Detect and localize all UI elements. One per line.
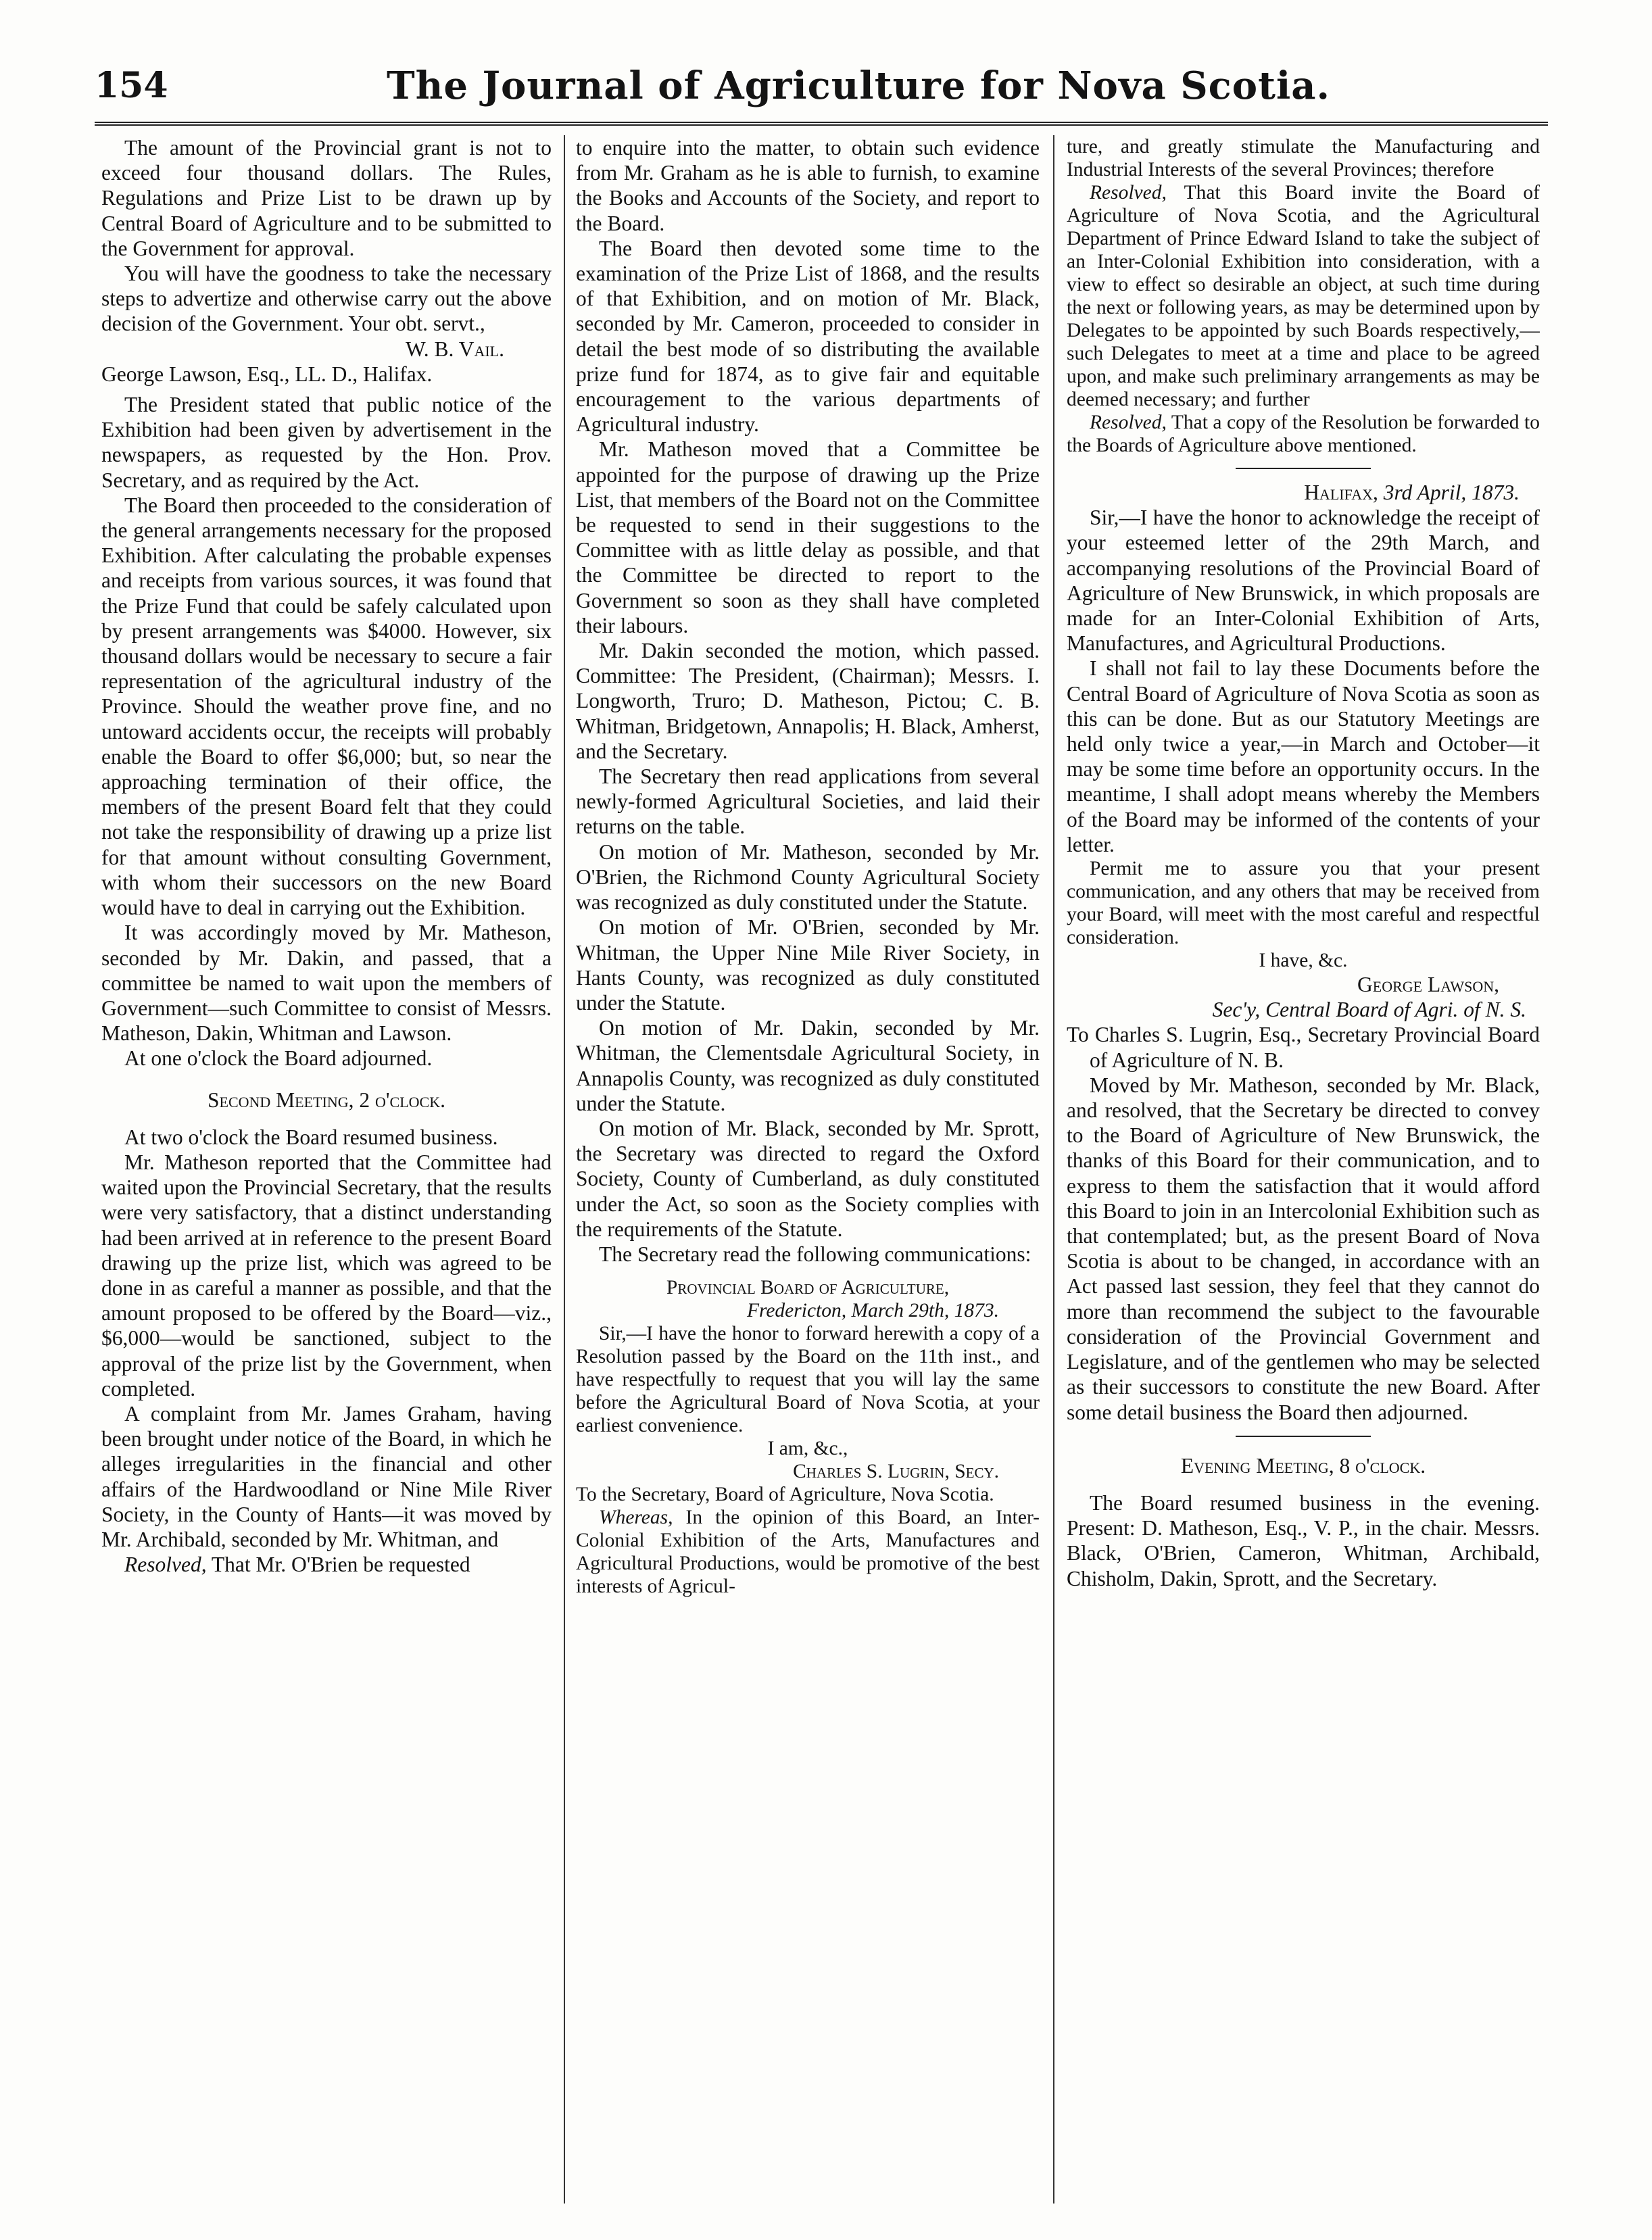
paragraph-text: That Mr. O'Brien be requested: [206, 1553, 470, 1577]
paragraph: [576, 1506, 1040, 1598]
paragraph: Mr. Matheson reported that the Committee had waited upon the Provincial Secretary, that the results were very satisfactory, that a distinct understanding had been arrived at in reference to the present Board drawing up the prize list, which was agreed to be done in as careful a manner as possible, and that the amount proposed to be offered by the Board—viz., $6,000—would be sanctioned, subject to the approval of the prize list by the Government, when completed.: [101, 1150, 552, 1401]
paragraph: It was accordingly moved by Mr. Matheson, seconded by Mr. Dakin, and passed, that a committee be named to wait upon the members of Government—such Committee to consist of Messrs. Matheson, Dakin, Whitman and Lawson.: [101, 921, 552, 1046]
letter-dateline: [1067, 480, 1540, 505]
letter-signature: Charles S. Lugrin, Secy.: [793, 1461, 999, 1483]
paragraph: The Board resumed business in the evening. Present: D. Matheson, Esq., V. P., in the chair. Messrs. Black, O'Brien, Cameron, Whitman, Archibald, Chisholm, Dakin, Sprott, and the Secretary.: [1067, 1490, 1540, 1590]
paragraph: The President stated that public notice of the Exhibition had been given by advertisement in the newspapers, as requested by the Hon. Prov. Secretary, and as required by the Act.: [101, 393, 552, 492]
letter-recipient: To the Secretary, Board of Agriculture, Nova Scotia.: [576, 1484, 994, 1506]
section-heading: Second Meeting, 2 o'clock.: [208, 1088, 445, 1112]
paragraph: ture, and greatly stimulate the Manufacturing and Industrial Interests of the several Provinces; therefore: [1067, 136, 1540, 180]
letter-postscript: [1067, 857, 1540, 972]
letter-body: Sir,—I have the honor to forward herewith a copy of a Resolution passed by the Board on the 11th inst., and have respectfully to request that you will lay the same before the Agricultural Board of Nova Scotia, at your earliest convenience.: [576, 1323, 1040, 1437]
whereas-label: Whereas,: [599, 1507, 673, 1529]
paragraph: At two o'clock the Board resumed business.: [124, 1125, 498, 1149]
paragraph: Mr. Matheson moved that a Committee be appointed for the purpose of drawing up the Prize List, that members of the Board not on the Committee be requested to send in their suggestions to the Committee with as little delay as possible, and that the Committee be directed to report to the Government so soon as they shall have completed their labours.: [576, 437, 1040, 637]
letter-closing: I am, &c.,: [767, 1438, 848, 1460]
paragraph: At one o'clock the Board adjourned.: [124, 1046, 433, 1071]
addressee: George Lawson, Esq., LL. D., Halifax.: [101, 362, 433, 386]
paragraph: On motion of Mr. Black, seconded by Mr. Sprott, the Secretary was directed to regard the Oxford Society, County of Cumberland, as duly constituted under the Act, so soon as the Society complies with the requirements of the Statute.: [576, 1116, 1040, 1241]
resolved-label: Resolved,: [1090, 412, 1167, 433]
letter-body: I shall not fail to lay these Documents before the Central Board of Agriculture of Nova Scotia as soon as this can be done. But as our Statutory Meetings are held only twice a year,—in March and October—it may be some time before an opportunity occurs. In the meantime, I shall adopt means whereby the Members of the Board may be informed of the contents of your letter.: [1067, 656, 1540, 856]
letter-body: Permit me to assure you that your present communication, and any others that may be received from your Board, will meet with the most careful and respectful consideration.: [1067, 858, 1540, 949]
paragraph: to enquire into the matter, to obtain such evidence from Mr. Graham as he is able to furnish, to examine the Books and Accounts of the Society, and report to the Board.: [576, 136, 1040, 235]
paragraph: [1067, 181, 1540, 411]
paragraph: The amount of the Provincial grant is not to exceed four thousand dollars. The Rules, Regulations and Prize List to be drawn up by Central Board of Agriculture and to be submitted to the Government for approval.: [101, 136, 552, 260]
paragraph-text: That a copy of the Resolution be forwarded to the Boards of Agriculture above mentioned.: [1067, 412, 1540, 456]
paragraph: The Secretary then read applications from several newly-formed Agricultural Societies, and laid their returns on the table.: [576, 764, 1040, 839]
signature-title: Sec'y, Central Board of Agri. of N. S.: [1212, 998, 1526, 1022]
column-divider: [1053, 135, 1054, 2204]
paragraph: [101, 1552, 552, 1577]
paragraph-text: In the opinion of this Board, an Inter-Colonial Exhibition of the Arts, Manufactures and Agricultural Productions, would be promotive of the best interests of Agricul-: [576, 1507, 1040, 1598]
column-2: [576, 135, 1040, 2204]
letter-recipient: To Charles S. Lugrin, Esq., Secretary Provincial Board of Agriculture of N. B.: [1067, 1023, 1540, 1072]
dateline-date: 3rd April, 1873.: [1378, 481, 1520, 504]
divider: [101, 387, 552, 392]
signature: W. B. Vail.: [405, 337, 504, 361]
page-header: [95, 65, 1548, 119]
section-rule: [1236, 1436, 1371, 1437]
column-3: [1067, 135, 1540, 2204]
column-1: [101, 135, 552, 2204]
paragraph: The Board then proceeded to the consideration of the general arrangements necessary for the proposed Exhibition. After calculating the probable expenses and receipts from various sources, it was found that the Prize Fund that could be safely calculated upon by present arrangements was $4000. However, six thousand dollars would be necessary to secure a fair representation of the agricultural industry of the Province. Should the weather prove fine, and no untoward accidents occur, the receipts will probably enable the Board to offer $6,000; but, so near the approaching termination of their office, the members of the present Board felt that they could not take the responsibility of drawing up a prize list for that amount without consulting Government, with whom their successors on the new Board would have to deal in carrying out the Exhibition.: [101, 493, 552, 920]
paragraph: The Secretary read the following communications:: [599, 1242, 1031, 1266]
letter-signature: George Lawson,: [1357, 973, 1499, 997]
paragraph: A complaint from Mr. James Graham, having been brought under notice of the Board, in which he alleges irregularities in the financial and other affairs of the Hardwoodland or Nine Mile River Society, in the County of Hants—it was moved by Mr. Archibald, seconded by Mr. Whitman, and: [101, 1401, 552, 1551]
journal-title: The Journal of Agriculture for Nova Scotia.: [386, 64, 1331, 108]
letter-dateline: Fredericton, March 29th, 1873.: [746, 1300, 999, 1322]
column-divider: [564, 135, 565, 2204]
letter-body: Sir,—I have the honor to acknowledge the receipt of your esteemed letter of the 29th March, and accompanying resolutions of the Provincial Board of Agriculture of New Brunswick, in which proposals are made for an Inter-Colonial Exhibition of Arts, Manufactures, and Agricultural Productions.: [1067, 506, 1540, 656]
letter: [576, 1276, 1040, 1598]
page-number: 154: [95, 65, 168, 106]
paragraph: [1067, 411, 1540, 457]
paragraph-text: That this Board invite the Board of Agriculture of Nova Scotia, and the Agricultural Department of Prince Edward Island to take the subject of an Inter-Colonial Exhibition into consideration, with a view to effect so desirable an object, at such time during the next or following years, as may be determined upon by Delegates to be appointed by such Boards respectively,—such Delegates to meet at a time and place to be agreed upon, and make such preliminary arrangements as may be deemed necessary; and further: [1067, 182, 1540, 410]
resolved-label: Resolved,: [124, 1553, 207, 1577]
paragraph: Moved by Mr. Matheson, seconded by Mr. Black, and resolved, that the Secretary be directed to convey to the Board of Agriculture of New Brunswick, the thanks of this Board for their communication, and to express to them the satisfaction that it would afford this Board to join in an Intercolonial Exhibition such as that contemplated; but, as the present Board of Nova Scotia is about to be changed, in accordance with an Act passed last session, they feel that they cannot do more than recommend the subject to the favourable consideration of the Provincial Government and Legislature, and of the gentlemen who may be selected as their successors to constitute the new Board. After some detail business the Board then adjourned.: [1067, 1073, 1540, 1424]
letter-closing: I have, &c.: [1259, 950, 1348, 972]
paragraph: You will have the goodness to take the necessary steps to advertize and otherwise carry out the above decision of the Government. Your obt. servt.,: [101, 262, 552, 336]
paragraph: On motion of Mr. O'Brien, seconded by Mr. Whitman, the Upper Nine Mile River Society, in Hants County, was recognized as duly constituted under the Statute.: [576, 915, 1040, 1015]
header-rule: [95, 122, 1548, 126]
section-heading: Evening Meeting, 8 o'clock.: [1180, 1453, 1426, 1478]
resolved-label: Resolved,: [1090, 182, 1167, 203]
section-rule: [1236, 468, 1371, 469]
paragraph: The Board then devoted some time to the examination of the Prize List of 1868, and the results of that Exhibition, and on motion of Mr. Black, seconded by Mr. Cameron, proceeded to consider in detail the best mode of so distributing the available prize fund for 1874, as to give fair and equitable encouragement to the various departments of Agricultural industry.: [576, 236, 1040, 437]
paragraph: Mr. Dakin seconded the motion, which passed. Committee: The President, (Chairman); Messrs. I. Longworth, Truro; D. Matheson, Pictou; C. B. Whitman, Bridgetown, Annapolis; H. Black, Amherst, and the Secretary.: [576, 639, 1040, 763]
paragraph: On motion of Mr. Dakin, seconded by Mr. Whitman, the Clementsdale Agricultural Society, in Annapolis County, was recognized as duly constituted under the Statute.: [576, 1016, 1040, 1115]
letter-heading: Provincial Board of Agriculture,: [666, 1277, 950, 1299]
resolution: [1067, 135, 1540, 457]
dateline-place: Halifax,: [1304, 481, 1378, 504]
paragraph: On motion of Mr. Matheson, seconded by Mr. O'Brien, the Richmond County Agricultural Society was recognized as duly constituted under the Statute.: [576, 839, 1040, 915]
